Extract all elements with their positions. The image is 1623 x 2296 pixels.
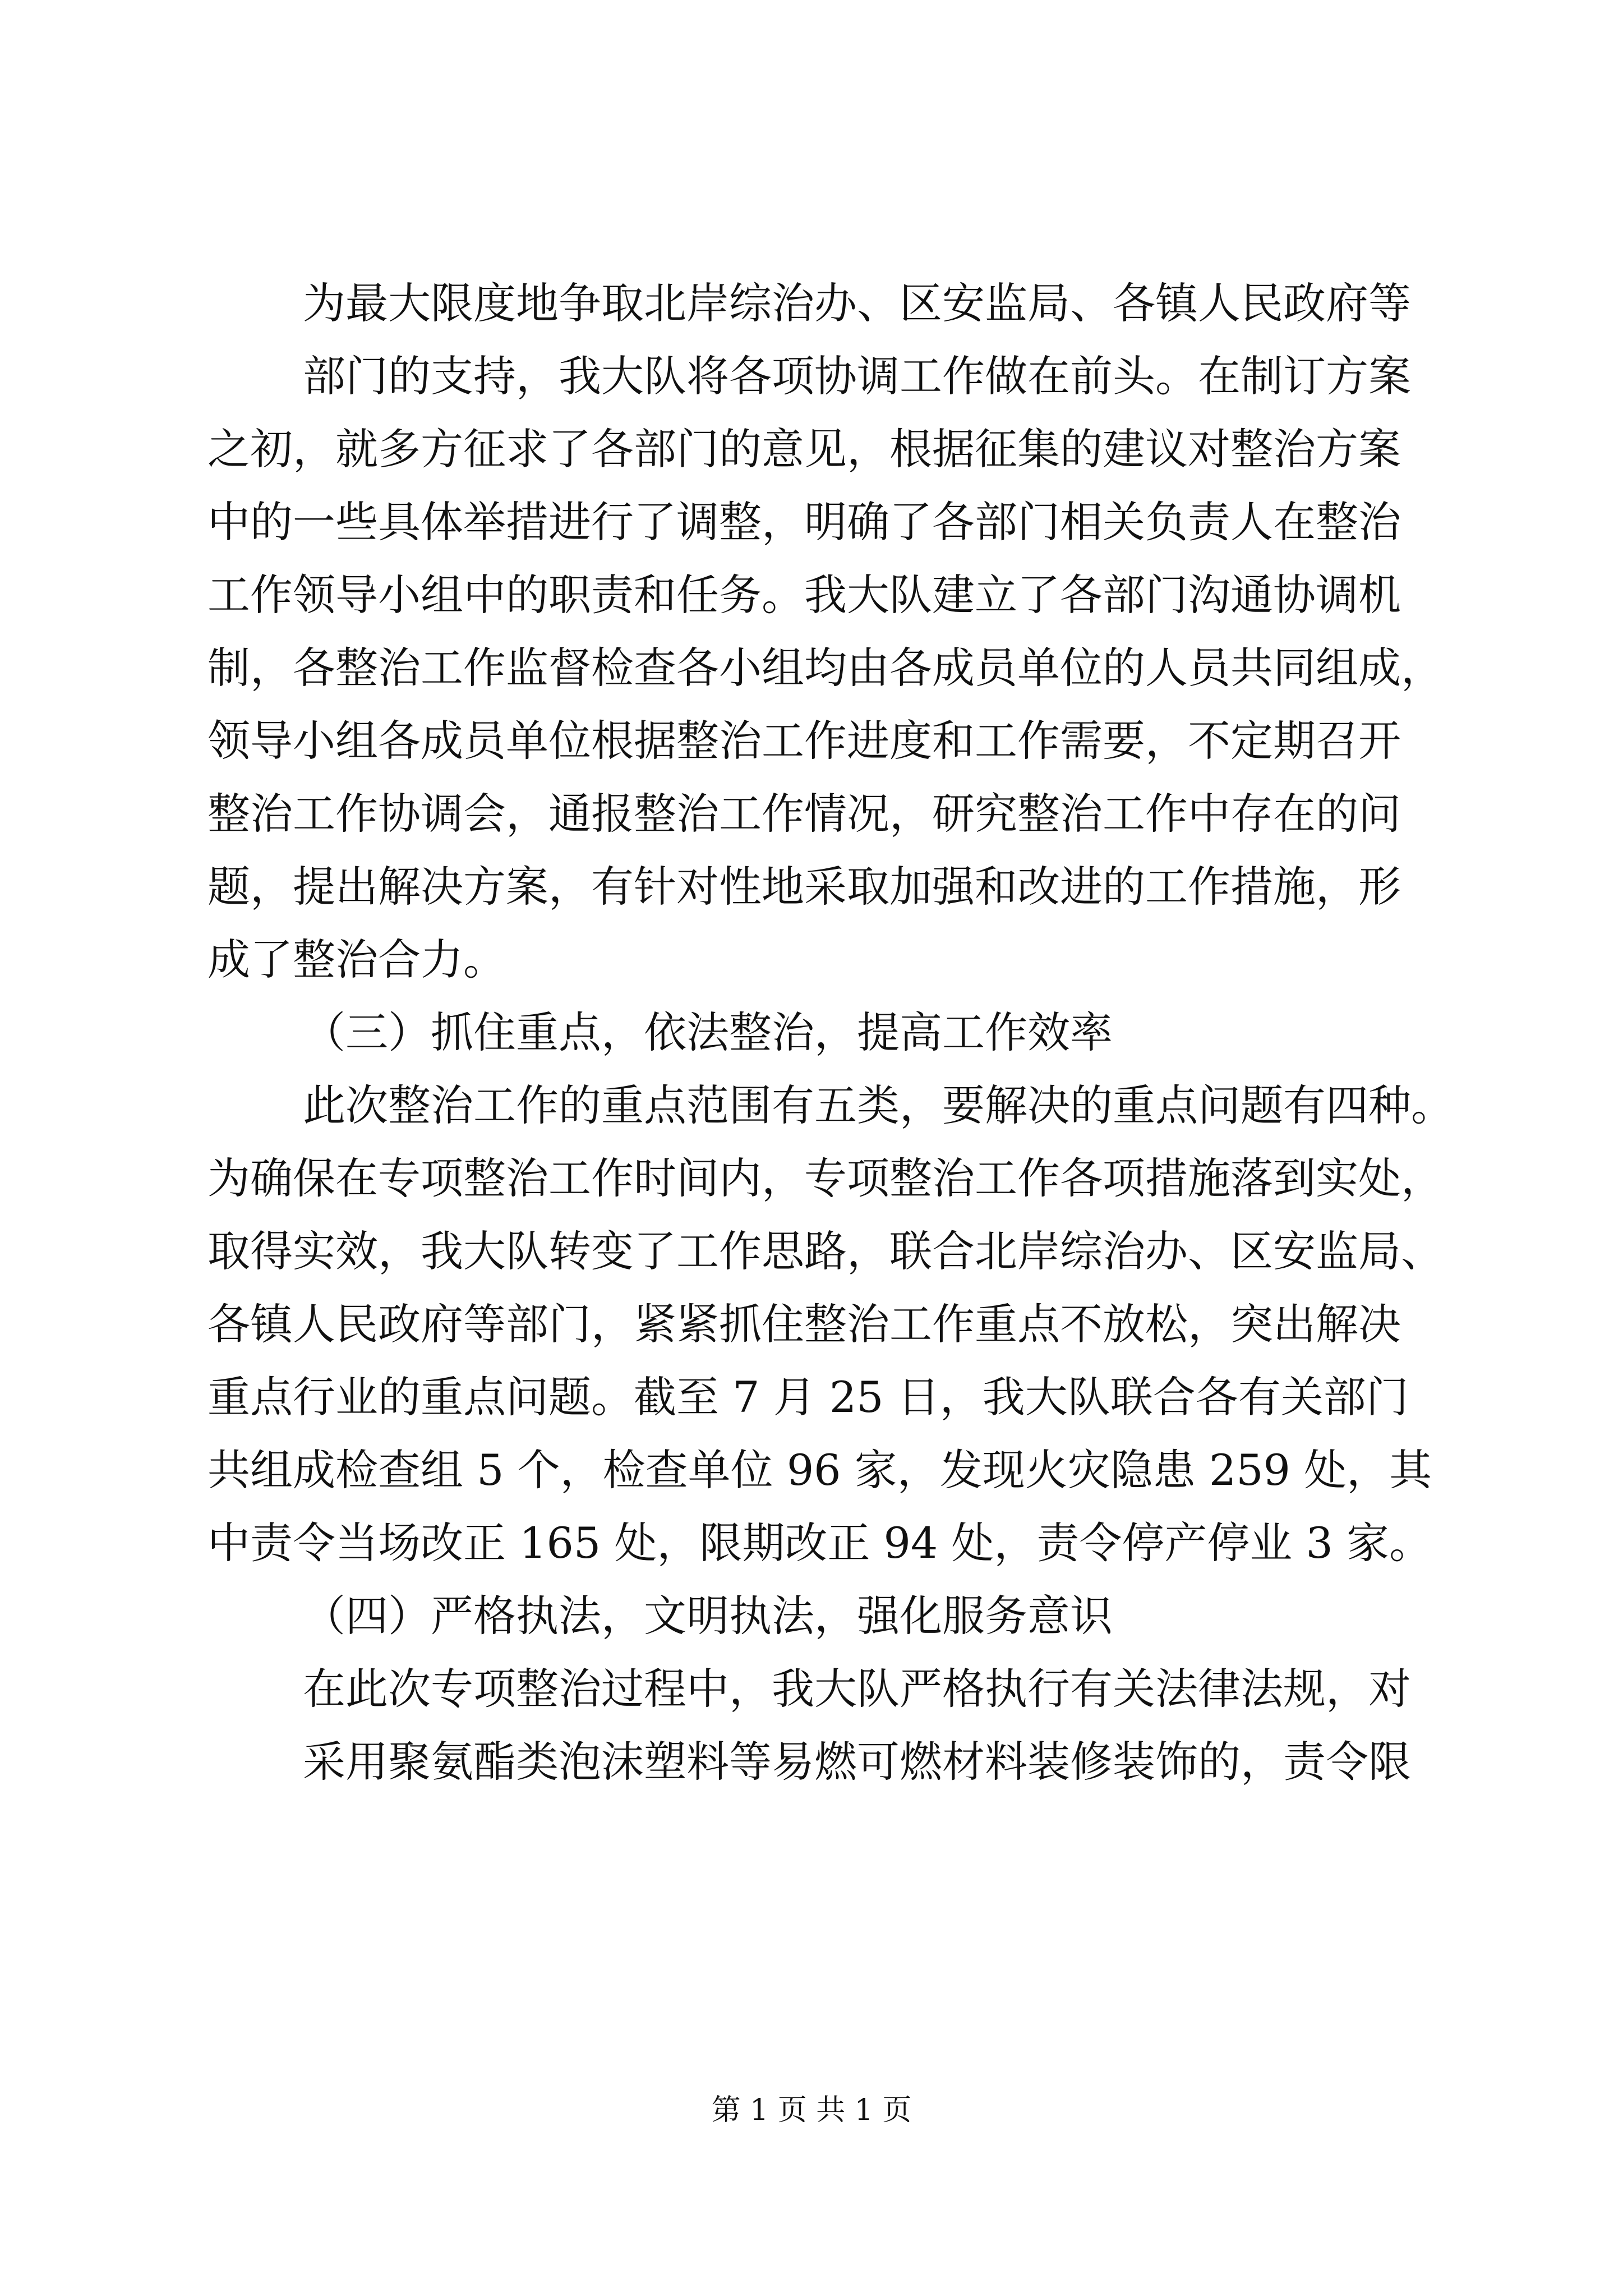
page-footer: 第 1 页 共 1 页 — [711, 2093, 912, 2127]
text-line: 取得实效，我大队转变了工作思路，联合北岸综治办、区安监局、 — [208, 1226, 1444, 1276]
text-line: 重点行业的重点问题。截至 7 月 25 日，我大队联合各有关部门 — [208, 1372, 1409, 1422]
text-line: 工作领导小组中的职责和任务。我大队建立了各部门沟通协调机 — [208, 570, 1401, 620]
text-line: 制，各整治工作监督检查各小组均由各成员单位的人员共同组成， — [208, 643, 1444, 693]
text-line: 在此次专项整治过程中，我大队严格执行有关法律法规，对 — [303, 1664, 1411, 1714]
text-line: 为最大限度地争取北岸综治办、区安监局、各镇人民政府等 — [303, 278, 1411, 328]
text-line: 为确保在专项整治工作时间内，专项整治工作各项措施落到实处， — [208, 1153, 1444, 1203]
text-line: 题，提出解决方案，有针对性地采取加强和改进的工作措施，形 — [208, 862, 1401, 912]
text-line: 各镇人民政府等部门，紧紧抓住整治工作重点不放松，突出解决 — [208, 1299, 1401, 1349]
text-line: 中的一些具体举措进行了调整，明确了各部门相关负责人在整治 — [208, 497, 1401, 547]
text-line: 领导小组各成员单位根据整治工作进度和工作需要，不定期召开 — [208, 716, 1401, 766]
text-line: 此次整治工作的重点范围有五类，要解决的重点问题有四种。 — [303, 1080, 1454, 1130]
text-line: 采用聚氨酯类泡沫塑料等易燃可燃材料装修装饰的，责令限 — [303, 1737, 1411, 1787]
text-line: 之初，就多方征求了各部门的意见，根据征集的建议对整治方案 — [208, 424, 1401, 474]
text-line: 部门的支持，我大队将各项协调工作做在前头。在制订方案 — [303, 351, 1411, 401]
text-line: 成了整治合力。 — [208, 935, 506, 984]
section-heading: （四）严格执法，文明执法，强化服务意识 — [303, 1591, 1113, 1641]
text-line: 整治工作协调会，通报整治工作情况，研究整治工作中存在的问 — [208, 789, 1401, 839]
text-line: 中责令当场改正 165 处，限期改正 94 处，责令停产停业 3 家。 — [208, 1518, 1432, 1568]
text-line: 共组成检查组 5 个，检查单位 96 家，发现火灾隐患 259 处，其 — [208, 1445, 1432, 1495]
section-heading: （三）抓住重点，依法整治，提高工作效率 — [303, 1007, 1113, 1057]
